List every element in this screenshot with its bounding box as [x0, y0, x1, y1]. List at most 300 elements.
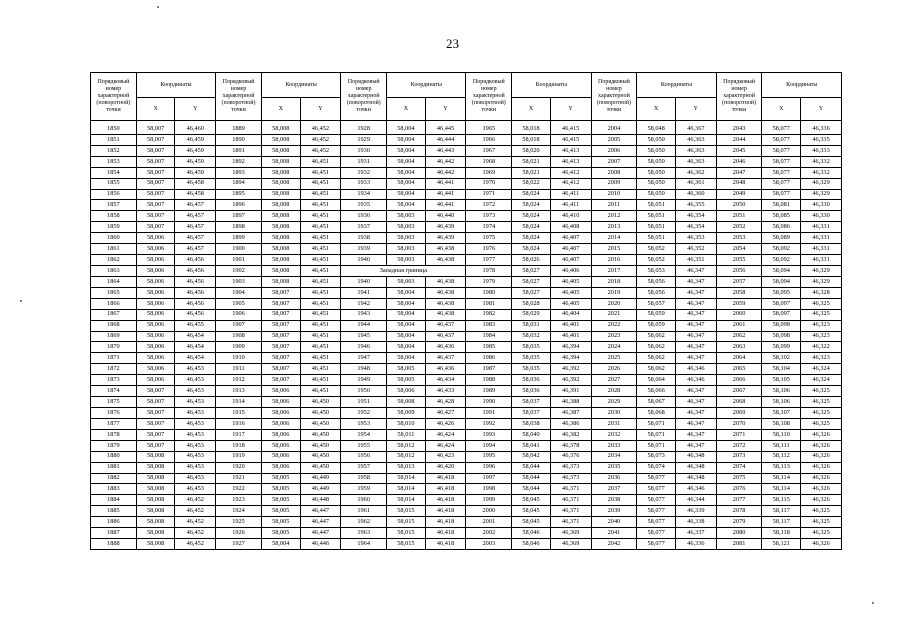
table-row — [91, 375, 842, 386]
cell-point-number: 1975 — [466, 233, 512, 244]
cell-y: 46,394 — [550, 353, 591, 364]
cell-x: 58,018 — [512, 121, 551, 135]
cell-point-number: 1990 — [466, 397, 512, 408]
cell-point-number: 1946 — [341, 342, 387, 353]
cell-x: 58,007 — [136, 167, 175, 178]
cell-point-number: 1950 — [341, 386, 387, 397]
cell-y: 46,437 — [425, 320, 466, 331]
cell-point-number: 1861 — [91, 244, 137, 255]
cell-point-number: 1994 — [466, 440, 512, 451]
table-row — [91, 265, 842, 276]
cell-point-number: 2029 — [591, 397, 637, 408]
cell-x: 58,113 — [762, 462, 801, 473]
cell-y: 46,407 — [550, 255, 591, 266]
cell-y: 46,433 — [425, 386, 466, 397]
cell-point-number: 2007 — [591, 156, 637, 167]
cell-y: 46,451 — [300, 353, 341, 364]
cell-y: 46,382 — [550, 429, 591, 440]
cell-x: 58,085 — [762, 211, 801, 222]
cell-x: 58,077 — [637, 473, 676, 484]
cell-x: 58,038 — [512, 418, 551, 429]
cell-point-number: 1922 — [216, 484, 262, 495]
cell-point-number: 2004 — [591, 121, 637, 135]
cell-x: 58,071 — [637, 429, 676, 440]
cell-y: 46,418 — [425, 473, 466, 484]
cell-x: 58,003 — [387, 276, 426, 287]
cell-y: 46,451 — [300, 265, 341, 276]
cell-point-number: 2046 — [716, 156, 762, 167]
cell-y: 46,333 — [801, 145, 842, 156]
cell-point-number: 2054 — [716, 244, 762, 255]
cell-point-number: 2009 — [591, 178, 637, 189]
cell-point-number: 1901 — [216, 255, 262, 266]
cell-y: 46,459 — [175, 145, 216, 156]
cell-point-number: 1918 — [216, 440, 262, 451]
cell-x: 58,008 — [261, 134, 300, 145]
cell-point-number: 2077 — [716, 495, 762, 506]
table-row — [91, 211, 842, 222]
table-row — [91, 440, 842, 451]
cell-point-number: 2050 — [716, 200, 762, 211]
cell-x: 58,121 — [762, 539, 801, 550]
cell-x: 58,051 — [637, 211, 676, 222]
cell-y: 46,460 — [175, 121, 216, 135]
cell-y: 46,330 — [801, 200, 842, 211]
cell-point-number: 2025 — [591, 353, 637, 364]
cell-point-number: 1932 — [341, 167, 387, 178]
cell-x: 58,107 — [762, 407, 801, 418]
cell-point-number: 2062 — [716, 331, 762, 342]
cell-x: 58,066 — [637, 386, 676, 397]
cell-point-number: 1882 — [91, 473, 137, 484]
cell-y: 46,408 — [550, 222, 591, 233]
cell-point-number: 2074 — [716, 462, 762, 473]
cell-x: 58,032 — [512, 331, 551, 342]
cell-y: 46,331 — [801, 222, 842, 233]
cell-y: 46,451 — [300, 276, 341, 287]
cell-point-number: 1984 — [466, 331, 512, 342]
cell-x: 58,006 — [387, 386, 426, 397]
cell-x: 58,004 — [387, 178, 426, 189]
cell-x: 58,014 — [387, 495, 426, 506]
cell-y: 46,325 — [801, 397, 842, 408]
cell-point-number: 1945 — [341, 331, 387, 342]
cell-x: 58,010 — [387, 418, 426, 429]
cell-x: 58,077 — [762, 134, 801, 145]
table-row — [91, 429, 842, 440]
cell-y: 46,446 — [300, 539, 341, 550]
cell-x: 58,057 — [637, 298, 676, 309]
cell-point-number: 2010 — [591, 189, 637, 200]
cell-y: 46,457 — [175, 244, 216, 255]
cell-y: 46,453 — [175, 484, 216, 495]
cell-y: 46,457 — [175, 211, 216, 222]
cell-y: 46,388 — [550, 397, 591, 408]
cell-point-number: 2057 — [716, 276, 762, 287]
table-row — [91, 276, 842, 287]
cell-y: 46,323 — [801, 331, 842, 342]
cell-point-number: 1867 — [91, 309, 137, 320]
cell-x: 58,053 — [637, 265, 676, 276]
cell-x: 58,029 — [512, 309, 551, 320]
cell-x: 58,007 — [136, 189, 175, 200]
header-coordinates: Координаты — [762, 73, 842, 98]
cell-point-number: 1914 — [216, 397, 262, 408]
cell-point-number: 1852 — [91, 145, 137, 156]
cell-point-number: 2027 — [591, 375, 637, 386]
cell-point-number: 2042 — [591, 539, 637, 550]
cell-y: 46,412 — [550, 167, 591, 178]
cell-x: 58,062 — [637, 353, 676, 364]
cell-y: 46,346 — [676, 375, 717, 386]
cell-point-number: 2065 — [716, 364, 762, 375]
cell-x: 58,009 — [387, 407, 426, 418]
cell-y: 46,451 — [300, 211, 341, 222]
cell-x: 58,077 — [637, 539, 676, 550]
cell-point-number: 1920 — [216, 462, 262, 473]
cell-y: 46,325 — [801, 298, 842, 309]
cell-point-number: 1965 — [466, 121, 512, 135]
cell-x: 58,045 — [512, 495, 551, 506]
cell-point-number: 1962 — [341, 517, 387, 528]
cell-y: 46,411 — [550, 189, 591, 200]
table-row — [91, 484, 842, 495]
cell-y: 46,418 — [425, 484, 466, 495]
cell-x: 58,052 — [637, 244, 676, 255]
cell-x: 58,006 — [261, 386, 300, 397]
cell-y: 46,348 — [676, 451, 717, 462]
cell-x: 58,036 — [512, 386, 551, 397]
cell-y: 46,453 — [175, 364, 216, 375]
cell-y: 46,336 — [801, 121, 842, 135]
cell-y: 46,329 — [801, 276, 842, 287]
cell-x: 58,008 — [136, 539, 175, 550]
cell-y: 46,415 — [550, 134, 591, 145]
cell-point-number: 2030 — [591, 407, 637, 418]
cell-x: 58,014 — [387, 473, 426, 484]
cell-x: 58,098 — [762, 331, 801, 342]
cell-point-number: 2016 — [591, 255, 637, 266]
cell-point-number: 1980 — [466, 287, 512, 298]
cell-x: 58,117 — [762, 517, 801, 528]
cell-y: 46,427 — [425, 407, 466, 418]
cell-x: 58,007 — [136, 418, 175, 429]
cell-y: 46,442 — [425, 167, 466, 178]
table-row — [91, 309, 842, 320]
cell-y: 46,448 — [300, 495, 341, 506]
cell-x: 58,062 — [637, 364, 676, 375]
cell-x: 58,003 — [387, 233, 426, 244]
cell-y: 46,394 — [550, 342, 591, 353]
cell-point-number: 1872 — [91, 364, 137, 375]
cell-point-number: 1857 — [91, 200, 137, 211]
cell-x: 58,007 — [136, 145, 175, 156]
cell-y: 46,437 — [425, 353, 466, 364]
cell-y: 46,459 — [175, 167, 216, 178]
cell-x: 58,077 — [637, 495, 676, 506]
cell-y: 46,405 — [550, 287, 591, 298]
cell-y: 46,437 — [425, 331, 466, 342]
cell-y: 46,450 — [300, 418, 341, 429]
cell-x: 58,005 — [261, 473, 300, 484]
cell-y: 46,450 — [300, 440, 341, 451]
cell-y: 46,326 — [801, 495, 842, 506]
cell-point-number: 2068 — [716, 397, 762, 408]
cell-point-number: 1919 — [216, 451, 262, 462]
cell-point-number: 1926 — [216, 528, 262, 539]
table-row — [91, 364, 842, 375]
cell-x: 58,004 — [387, 156, 426, 167]
cell-x: 58,102 — [762, 353, 801, 364]
cell-y: 46,326 — [801, 451, 842, 462]
cell-x: 58,111 — [762, 440, 801, 451]
cell-y: 46,451 — [300, 233, 341, 244]
cell-point-number: 1913 — [216, 386, 262, 397]
cell-x: 58,077 — [762, 121, 801, 135]
cell-y: 46,413 — [550, 145, 591, 156]
cell-y: 46,336 — [676, 539, 717, 550]
cell-x: 58,028 — [512, 298, 551, 309]
cell-point-number: 2047 — [716, 167, 762, 178]
cell-y: 46,452 — [175, 539, 216, 550]
cell-x: 58,004 — [387, 353, 426, 364]
cell-point-number: 1889 — [216, 121, 262, 135]
cell-y: 46,363 — [676, 156, 717, 167]
cell-y: 46,456 — [175, 309, 216, 320]
cell-x: 58,105 — [762, 375, 801, 386]
cell-x: 58,007 — [136, 134, 175, 145]
table-row — [91, 134, 842, 145]
cell-point-number: 2064 — [716, 353, 762, 364]
cell-y: 46,457 — [175, 222, 216, 233]
cell-x: 58,097 — [762, 298, 801, 309]
cell-y: 46,451 — [300, 189, 341, 200]
cell-point-number: 1899 — [216, 233, 262, 244]
cell-x: 58,077 — [762, 189, 801, 200]
cell-x: 58,024 — [512, 222, 551, 233]
cell-y: 46,411 — [550, 200, 591, 211]
cell-y: 46,413 — [550, 156, 591, 167]
cell-point-number: 2045 — [716, 145, 762, 156]
cell-x: 58,050 — [637, 189, 676, 200]
cell-point-number: 1916 — [216, 418, 262, 429]
cell-x: 58,050 — [637, 134, 676, 145]
cell-point-number: 1883 — [91, 484, 137, 495]
cell-x: 58,004 — [387, 298, 426, 309]
cell-y: 46,450 — [300, 462, 341, 473]
cell-y: 46,439 — [425, 233, 466, 244]
cell-x: 58,086 — [762, 222, 801, 233]
cell-point-number: 1853 — [91, 156, 137, 167]
cell-y: 46,347 — [676, 353, 717, 364]
cell-x: 58,118 — [762, 528, 801, 539]
cell-y: 46,434 — [425, 375, 466, 386]
cell-point-number: 1947 — [341, 353, 387, 364]
cell-y: 46,447 — [300, 517, 341, 528]
cell-y: 46,451 — [300, 331, 341, 342]
cell-y: 46,453 — [175, 429, 216, 440]
cell-y: 46,453 — [175, 407, 216, 418]
page-number: 23 — [446, 36, 459, 51]
cell-x: 58,007 — [261, 342, 300, 353]
cell-point-number: 1939 — [341, 244, 387, 255]
cell-y: 46,347 — [676, 407, 717, 418]
cell-point-number: 1855 — [91, 178, 137, 189]
cell-x: 58,094 — [762, 276, 801, 287]
cell-x: 58,059 — [637, 309, 676, 320]
cell-point-number: 1974 — [466, 222, 512, 233]
cell-x: 58,035 — [512, 353, 551, 364]
cell-x: 58,008 — [136, 517, 175, 528]
cell-point-number: 1907 — [216, 320, 262, 331]
cell-x: 58,007 — [261, 353, 300, 364]
cell-y: 46,442 — [425, 156, 466, 167]
cell-y: 46,449 — [300, 473, 341, 484]
cell-point-number: 1915 — [216, 407, 262, 418]
cell-y: 46,361 — [676, 178, 717, 189]
cell-x: 58,104 — [762, 364, 801, 375]
cell-y: 46,438 — [425, 276, 466, 287]
cell-x: 58,074 — [637, 462, 676, 473]
cell-point-number: 2070 — [716, 418, 762, 429]
cell-point-number: 1929 — [341, 134, 387, 145]
cell-y: 46,354 — [676, 222, 717, 233]
cell-point-number: 1938 — [341, 233, 387, 244]
cell-y: 46,424 — [425, 440, 466, 451]
cell-x: 58,022 — [512, 178, 551, 189]
cell-x: 58,008 — [261, 167, 300, 178]
cell-point-number: 1941 — [341, 287, 387, 298]
cell-point-number: 2075 — [716, 473, 762, 484]
cell-y: 46,456 — [175, 287, 216, 298]
cell-y: 46,405 — [550, 298, 591, 309]
cell-x: 58,073 — [637, 451, 676, 462]
cell-y: 46,450 — [300, 429, 341, 440]
cell-x: 58,036 — [512, 375, 551, 386]
cell-y: 46,406 — [550, 265, 591, 276]
cell-y: 46,451 — [300, 309, 341, 320]
cell-point-number: 1850 — [91, 121, 137, 135]
cell-x: 58,006 — [136, 287, 175, 298]
cell-y: 46,438 — [425, 309, 466, 320]
cell-point-number: 1912 — [216, 375, 262, 386]
cell-x: 58,062 — [637, 331, 676, 342]
table-row — [91, 528, 842, 539]
cell-x: 58,089 — [762, 233, 801, 244]
cell-point-number: 1908 — [216, 331, 262, 342]
table-row — [91, 298, 842, 309]
cell-x: 58,008 — [136, 484, 175, 495]
cell-x: 58,077 — [762, 178, 801, 189]
cell-y: 46,455 — [175, 320, 216, 331]
cell-x: 58,008 — [261, 244, 300, 255]
cell-x: 58,008 — [136, 451, 175, 462]
cell-point-number: 1960 — [341, 495, 387, 506]
cell-point-number: 2024 — [591, 342, 637, 353]
cell-point-number: 2041 — [591, 528, 637, 539]
cell-point-number: 2040 — [591, 517, 637, 528]
cell-point-number: 1864 — [91, 276, 137, 287]
cell-y: 46,326 — [801, 473, 842, 484]
cell-x: 58,094 — [762, 265, 801, 276]
cell-x: 58,020 — [512, 145, 551, 156]
cell-y: 46,348 — [676, 473, 717, 484]
cell-point-number: 2005 — [591, 134, 637, 145]
cell-x: 58,018 — [512, 134, 551, 145]
cell-point-number: 1896 — [216, 200, 262, 211]
cell-point-number: 1903 — [216, 276, 262, 287]
cell-point-number: 1866 — [91, 298, 137, 309]
cell-x: 58,048 — [637, 121, 676, 135]
cell-y: 46,360 — [676, 189, 717, 200]
cell-x: 58,114 — [762, 473, 801, 484]
cell-point-number: 1957 — [341, 462, 387, 473]
table-row — [91, 342, 842, 353]
cell-y: 46,387 — [550, 407, 591, 418]
cell-y: 46,438 — [425, 255, 466, 266]
table-row — [91, 451, 842, 462]
cell-point-number: 2011 — [591, 200, 637, 211]
cell-y: 46,438 — [425, 298, 466, 309]
cell-point-number: 1879 — [91, 440, 137, 451]
cell-x: 58,081 — [762, 200, 801, 211]
cell-y: 46,441 — [425, 189, 466, 200]
cell-point-number: 1909 — [216, 342, 262, 353]
cell-x: 58,050 — [637, 167, 676, 178]
cell-x: 58,005 — [261, 517, 300, 528]
cell-point-number: 1971 — [466, 189, 512, 200]
cell-y: 46,452 — [300, 145, 341, 156]
cell-y: 46,325 — [801, 528, 842, 539]
cell-x: 58,007 — [261, 287, 300, 298]
cell-point-number: 2006 — [591, 145, 637, 156]
cell-y: 46,452 — [300, 121, 341, 135]
cell-y: 46,407 — [550, 233, 591, 244]
cell-point-number: 1917 — [216, 429, 262, 440]
cell-point-number: 1935 — [341, 200, 387, 211]
cell-y: 46,326 — [801, 462, 842, 473]
cell-point-number: 2051 — [716, 211, 762, 222]
cell-x: 58,003 — [387, 244, 426, 255]
cell-x: 58,006 — [136, 342, 175, 353]
cell-y: 46,447 — [300, 506, 341, 517]
cell-y: 46,329 — [801, 178, 842, 189]
cell-x: 58,007 — [136, 386, 175, 397]
cell-y: 46,457 — [175, 233, 216, 244]
cell-y: 46,347 — [676, 331, 717, 342]
cell-x: 58,052 — [637, 255, 676, 266]
cell-y: 46,453 — [175, 418, 216, 429]
cell-point-number: 2000 — [466, 506, 512, 517]
cell-point-number: 1976 — [466, 244, 512, 255]
cell-point-number: 2012 — [591, 211, 637, 222]
cell-y: 46,418 — [425, 539, 466, 550]
cell-x: 58,008 — [136, 528, 175, 539]
cell-y: 46,326 — [801, 539, 842, 550]
cell-y: 46,456 — [175, 298, 216, 309]
cell-x: 58,006 — [261, 418, 300, 429]
cell-y: 46,332 — [801, 167, 842, 178]
cell-y: 46,441 — [425, 200, 466, 211]
cell-y: 46,459 — [175, 156, 216, 167]
cell-point-number: 1952 — [341, 407, 387, 418]
cell-x: 58,006 — [136, 320, 175, 331]
cell-x: 58,004 — [387, 342, 426, 353]
cell-point-number: 2038 — [591, 495, 637, 506]
cell-x: 58,095 — [762, 287, 801, 298]
table-row — [91, 397, 842, 408]
cell-y: 46,456 — [175, 276, 216, 287]
